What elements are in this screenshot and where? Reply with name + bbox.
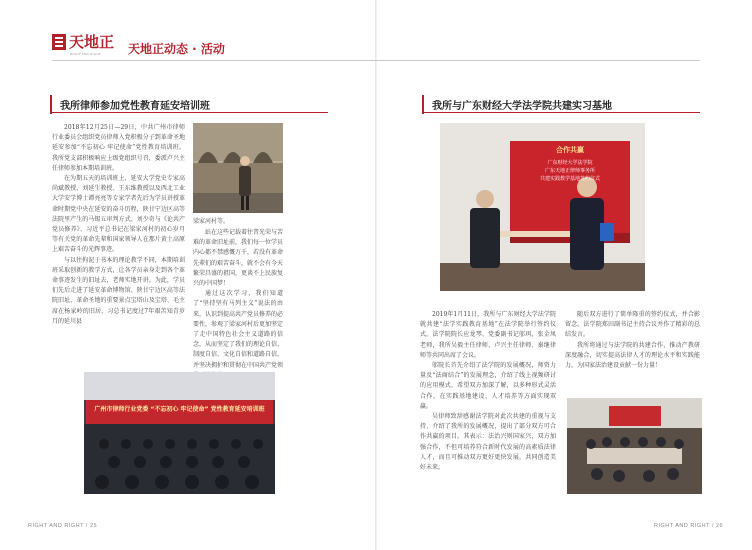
paragraph: 在为期五天的培训班上，延安大学党史专家高尚斌教授、刘延生教授、王东维教授以及西北工业大学安学博士谭亮亮等专家学者先后为学员讲授革命时期党中央在延安的奋斗历程，陕甘宁边区高等法院里产生的马锡五审判方式、刘少奇与《论共产党员修养》、习近平总书记在梁家河村的初心岁月等有关党的革命先辈和国家领导人在那片黄土高原上艰苦奋斗的光辉事迹。 (52, 175, 185, 254)
left-article-col1 (52, 123, 185, 373)
section-label: 天地正动态 · 活动 (128, 42, 225, 56)
right-article-col2 (565, 310, 700, 390)
liangjiahe-photo-graphic (193, 123, 283, 213)
signing-ceremony-photo (440, 123, 645, 291)
left-article-title: 我所律师参加党性教育延安培训班 (50, 95, 216, 114)
meeting-room-photo (567, 398, 702, 494)
paragraph: 站在这些记载着往昔光荣与苦难的革命旧址前，我们每一位学员内心都不禁感慨万千，若没有革命先辈们的艰苦奋斗，就不会有今天繁荣昌盛的祖国，更谈不上民族复兴的中国梦！ (193, 229, 284, 288)
training-banner-text: 广州市律师行业党委 “不忘初心 牢记使命” 党性教育延安培训班 (94, 406, 265, 413)
left-title-rule (50, 112, 328, 113)
paragraph: 吴律师致辞感谢法学院对此次共建的重视与支持，介绍了我所的发展概况，提出了部分双方可合作共赢的项目。其表示：法治兴则国家兴，双方加强合作，不但可培养符合新时代发展的高素质法律人才，而且可推动双方更好更快发展，共同创造美好未来。 (420, 413, 556, 472)
banner-line: 共建实践教学基地签约仪式 (539, 176, 600, 182)
logo-subtitle: RIGHT AND RIGHT (70, 52, 101, 56)
banner-line: 广东财经大学法学院 (547, 160, 593, 166)
logo-icon (52, 34, 66, 50)
logo-text: 天地正 (69, 32, 115, 51)
banner-lines (514, 159, 626, 183)
right-article-title: 我所与广东财经大学法学院共建实习基地 (422, 95, 618, 114)
page-gutter (375, 0, 377, 550)
paragraph: 邬院长首先介绍了法学院的发展概况，师资力量及“法商结合”的发展理念，介绍了线上视频研讨的应用模式，希望双方加深了解，以多种形式灵活合作，在实践基地建设、人才培养等方面实现双赢。 (420, 362, 556, 410)
firm-logo (52, 34, 114, 50)
page-number-left: RIGHT AND RIGHT / 25 (28, 523, 98, 529)
training-class-photo (84, 372, 275, 494)
meeting-room-graphic (567, 398, 702, 494)
paragraph: 与以往拘泥于书本的理论教学不同，本期培训班采取创新的教学方式，让各学员亲身走到各个革命事迹发生的旧址去，老师实地开讲。为此，学员们先后走进了延安革命博物馆、陕甘宁边区高等法院旧址、革命圣地的重要景点宝塔山及宝塔、毛主席在杨家岭的旧居、习总书记度过7年艰苦知青岁月的延川县 (52, 256, 185, 325)
paragraph: 2018年12月25日—29日，中共广州市律师行业委员会组织党员律师入党积极分子到革命圣地延安参加“不忘初心 牢记使命”党性教育培训班。我所党支部积极响应上级党组织号召，委派卢兴主任律师参加本期培训班。 (52, 124, 185, 172)
paragraph: 2019年1月11日，我所与广东财经大学法学院就共建“法学实践教育基地”在法学院举行签约仪式。法学院院长应龙琴、党委副书记邬珥、张金凤老师，我所吴毅主任律师、卢兴主任律师、秦继律师等共同出席了会议。 (420, 311, 556, 359)
training-class-graphic (84, 372, 275, 494)
liangjiahe-photo (193, 123, 283, 213)
paragraph: 通过这次学习，我们知道了“坚持坚有马列主义”说法的由来，认识到提高共产党员修养的必要性，参观了梁家河村后更加坚定了走中国特色社会主义道路的信念，从而坚定了我们的理论自信、制度自信、文化自信和道路自信，并坚决拥护和贯彻在中国共产党领 (193, 290, 284, 369)
page-number-right: RIGHT AND RIGHT / 26 (654, 523, 724, 529)
left-article-col2 (193, 228, 284, 369)
paragraph: 随后双方进行了简单隆重的签约仪式，并合影留念。法学院郑田副书记主持合议并作了精彩的总结发言。 (565, 311, 700, 339)
photo-caption: 梁家河村等。 (193, 218, 230, 225)
banner-line: 广东天地正律师事务所 (544, 168, 595, 174)
paragraph: 我所将通过与法学院的共建合作，推动产教研深度融合，切实提高法律人才的理论水平和实践能力，为国家法治建设贡献一份力量！ (565, 341, 700, 370)
banner-heading: 合作共赢 (556, 146, 584, 154)
right-article-col1 (420, 310, 556, 520)
header-divider (52, 60, 700, 61)
right-title-rule (422, 112, 700, 113)
